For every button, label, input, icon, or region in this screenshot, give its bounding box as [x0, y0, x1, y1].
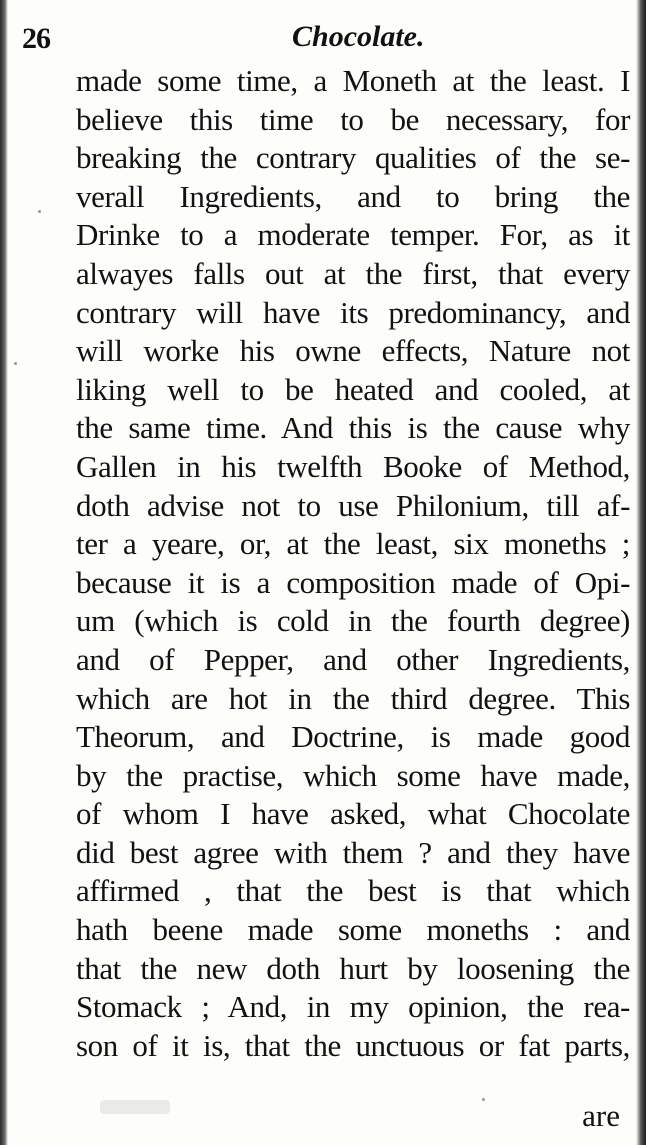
text-line: Stomack ; And, in my opinion, the rea-	[76, 989, 630, 1025]
text-line: contrary will have its predominancy, and	[76, 294, 630, 330]
text-line: son of it is, that the unctuous or fat parts,	[76, 1027, 630, 1063]
text-line: which are hot in the third degree. This	[76, 680, 630, 716]
text-line: will worke his owne effects, Nature not	[76, 333, 630, 369]
text-line: breaking the contrary qualities of the se-	[76, 140, 630, 176]
running-head: Chocolate.	[292, 20, 425, 53]
text-line: the same time. And this is the cause why	[76, 410, 630, 446]
text-line: hath beene made some moneths : and	[76, 912, 630, 948]
text-line: ter a yeare, or, at the least, six moneths ;	[76, 526, 630, 562]
text-line: affirmed , that the best is that which	[76, 873, 630, 909]
text-line: and of Pepper, and other Ingredients,	[76, 641, 630, 677]
text-line: doth advise not to use Philonium, till af-	[76, 487, 630, 523]
text-line: liking well to be heated and cooled, at	[76, 371, 630, 407]
text-line: um (which is cold in the fourth degree)	[76, 603, 630, 639]
page-number: 26	[22, 22, 50, 55]
text-line: did best agree with them ? and they have	[76, 834, 630, 870]
text-line: Gallen in his twelfth Booke of Method,	[76, 448, 630, 484]
text-line: by the practise, which some have made,	[76, 757, 630, 793]
text-line: Drinke to a moderate temper. For, as it	[76, 217, 630, 253]
text-line: because it is a composition made of Opi-	[76, 564, 630, 600]
text-line: Theorum, and Doctrine, is made good	[76, 719, 630, 755]
text-line: alwayes falls out at the first, that every	[76, 255, 630, 291]
ink-speck	[38, 210, 41, 213]
page-right-shadow	[636, 0, 646, 1145]
text-line: that the new doth hurt by loosening the	[76, 950, 630, 986]
text-line: made some time, a Moneth at the least. I	[76, 63, 630, 98]
text-line: of whom I have asked, what Chocolate	[76, 796, 630, 832]
catchword: are	[582, 1098, 620, 1133]
body-text	[76, 62, 630, 1065]
ink-speck	[482, 1098, 485, 1101]
text-line: believe this time to be necessary, for	[76, 101, 630, 137]
ink-smudge	[100, 1100, 170, 1114]
ink-speck	[14, 362, 17, 365]
page-left-shadow	[0, 0, 8, 1145]
text-line: verall Ingredients, and to bring the	[76, 178, 630, 214]
page-header	[22, 14, 624, 54]
